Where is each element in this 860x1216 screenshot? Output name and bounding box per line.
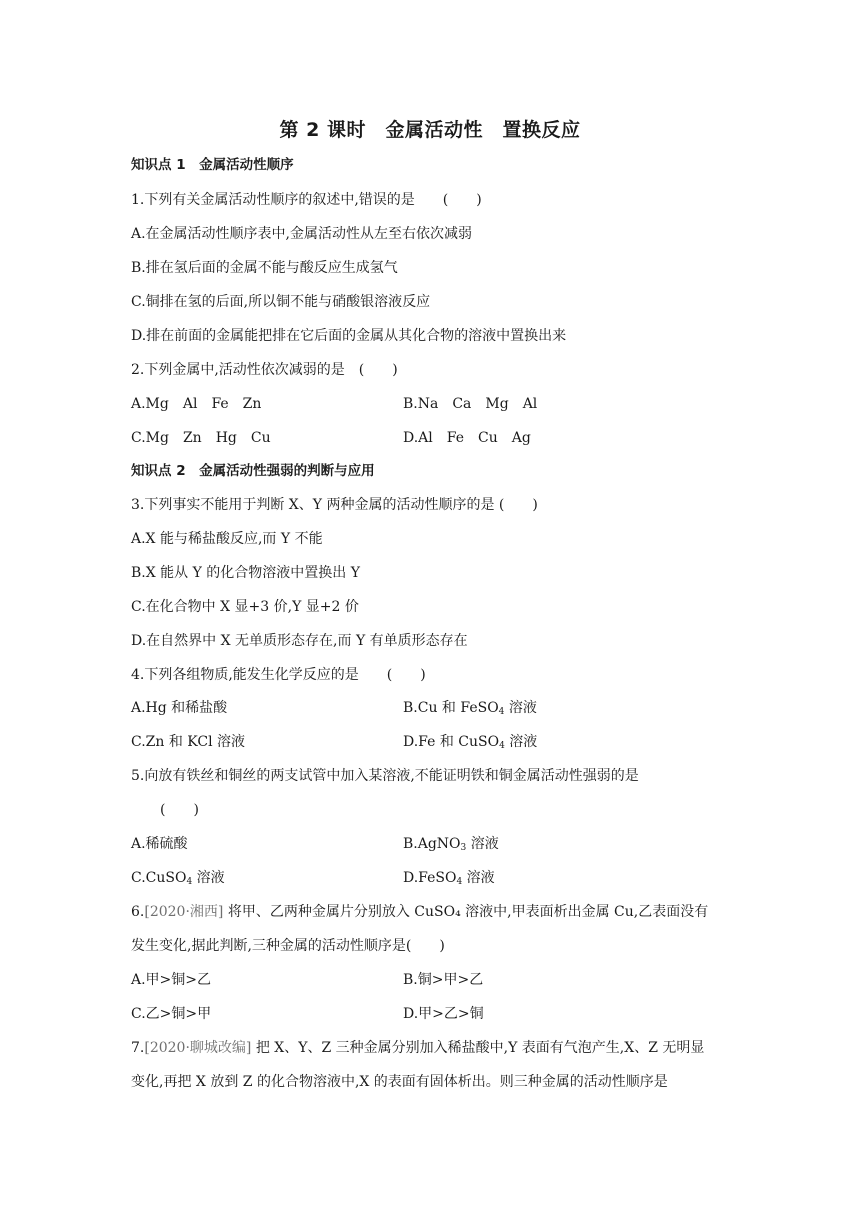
question-7-source: [2020·聊城改编] <box>144 1040 252 1056</box>
question-6-source: [2020·湘西] <box>144 904 224 920</box>
question-6-option-a: A.甲>铜>乙 <box>131 972 212 988</box>
question-1-option-a: A.在金属活动性顺序表中,金属活动性从左至右依次减弱 <box>131 226 473 242</box>
question-3-option-c: C.在化合物中 X 显+3 价,Y 显+2 价 <box>131 599 359 615</box>
section-heading-1: 知识点 1 金属活动性顺序 <box>131 157 294 173</box>
question-4-option-c: C.Zn 和 KCl 溶液 <box>131 734 246 750</box>
question-1-option-b: B.排在氢后面的金属不能与酸反应生成氢气 <box>131 260 398 276</box>
question-5-stem: 5.向放有铁丝和铜丝的两支试管中加入某溶液,不能证明铁和铜金属活动性强弱的是 <box>131 768 639 784</box>
question-4-option-d: D.Fe 和 CuSO$_4$ 溶液 <box>403 734 538 751</box>
question-6-option-d: D.甲>乙>铜 <box>403 1006 484 1022</box>
question-6-stem: 6.[2020·湘西] 将甲、乙两种金属片分别放入 CuSO₄ 溶液中,甲表面析出金属 Cu,乙表面没有 <box>131 904 709 920</box>
question-5-option-b: B.AgNO$_3$ 溶液 <box>403 836 499 853</box>
question-4-option-b: B.Cu 和 FeSO$_4$ 溶液 <box>403 700 537 717</box>
question-4-option-a: A.Hg 和稀盐酸 <box>131 700 228 716</box>
question-2-option-a: A.Mg Al Fe Zn <box>131 396 262 412</box>
question-5-option-a: A.稀硫酸 <box>131 836 188 852</box>
page-title: 第 2 课时 金属活动性 置换反应 <box>279 119 581 141</box>
question-3-option-b: B.X 能从 Y 的化合物溶液中置换出 Y <box>131 565 360 581</box>
question-7-stem-cont: 变化,再把 X 放到 Z 的化合物溶液中,X 的表面有固体析出。则三种金属的活动性顺序是 <box>131 1074 668 1090</box>
question-4-stem: 4.下列各组物质,能发生化学反应的是 ( ) <box>131 667 426 683</box>
question-2-option-d: D.Al Fe Cu Ag <box>403 430 531 446</box>
question-2-option-b: B.Na Ca Mg Al <box>403 396 538 412</box>
question-6-option-c: C.乙>铜>甲 <box>131 1006 212 1022</box>
question-5-stem-cont: ( ) <box>160 802 199 818</box>
question-7-stem: 7.[2020·聊城改编] 把 X、Y、Z 三种金属分别加入稀盐酸中,Y 表面有气泡产生,X、Z 无明显 <box>131 1040 705 1056</box>
question-3-option-a: A.X 能与稀盐酸反应,而 Y 不能 <box>131 531 323 547</box>
question-1-stem: 1.下列有关金属活动性顺序的叙述中,错误的是 ( ) <box>131 192 482 208</box>
question-5-option-c: C.CuSO$_4$ 溶液 <box>131 870 225 887</box>
question-6-stem-cont: 发生变化,据此判断,三种金属的活动性顺序是( ) <box>131 938 445 954</box>
question-6-option-b: B.铜>甲>乙 <box>403 972 484 988</box>
question-1-option-d: D.排在前面的金属能把排在它后面的金属从其化合物的溶液中置换出来 <box>131 328 567 344</box>
question-5-option-d: D.FeSO$_4$ 溶液 <box>403 870 495 887</box>
section-heading-2: 知识点 2 金属活动性强弱的判断与应用 <box>131 463 375 479</box>
question-3-option-d: D.在自然界中 X 无单质形态存在,而 Y 有单质形态存在 <box>131 633 468 649</box>
question-2-stem: 2.下列金属中,活动性依次减弱的是 ( ) <box>131 362 398 378</box>
question-1-option-c: C.铜排在氢的后面,所以铜不能与硝酸银溶液反应 <box>131 294 431 310</box>
question-3-stem: 3.下列事实不能用于判断 X、Y 两种金属的活动性顺序的是 ( ) <box>131 497 538 513</box>
question-2-option-c: C.Mg Zn Hg Cu <box>131 430 271 446</box>
